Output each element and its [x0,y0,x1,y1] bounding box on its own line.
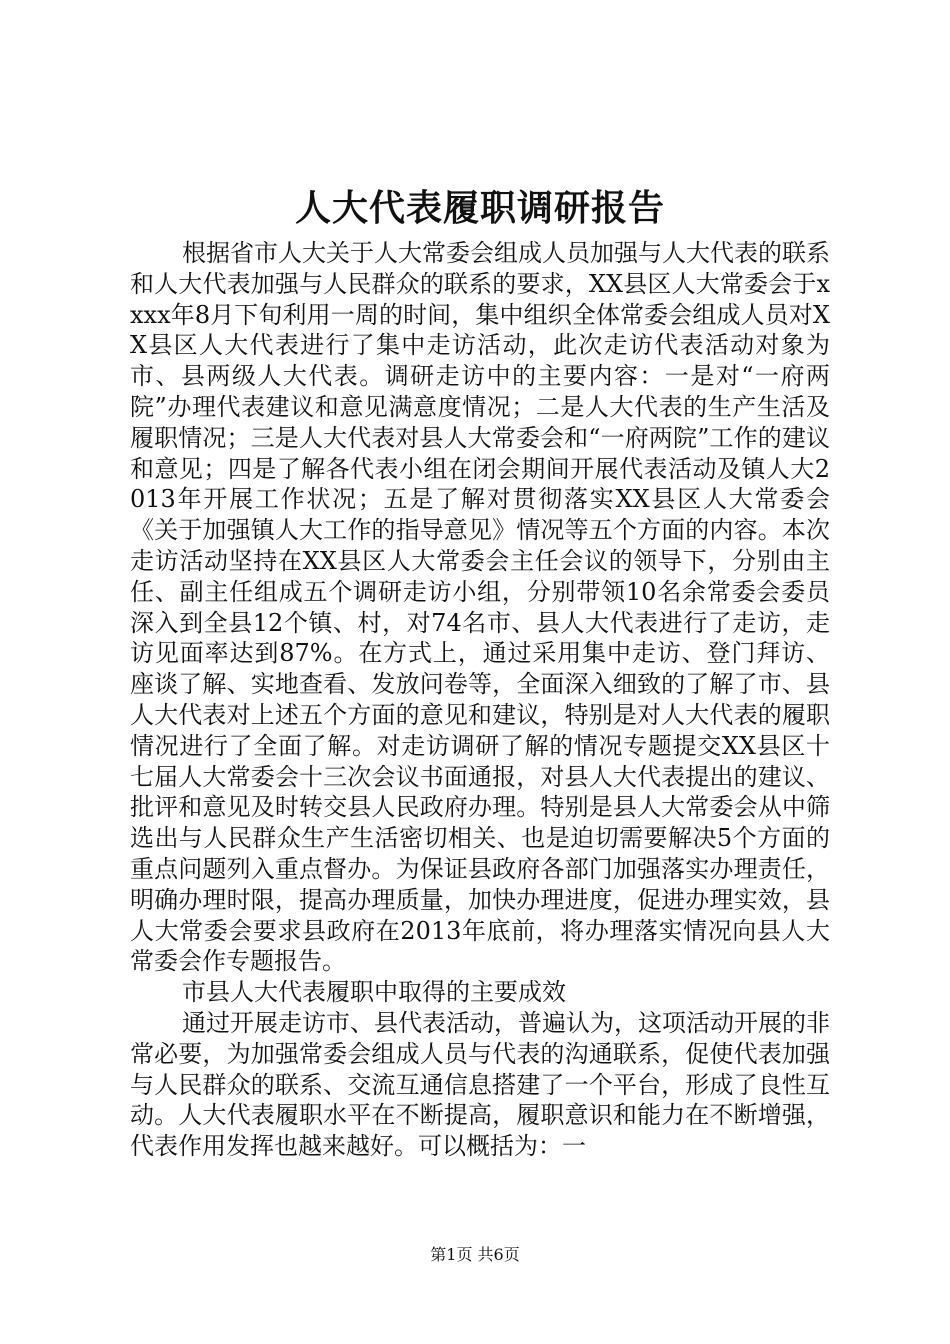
document-title: 人大代表履职调研报告 [294,187,665,229]
page-footer: 第1页 共6页 [430,1245,520,1264]
document-page [130,178,830,1162]
body-paragraph-1: 根据省市人大关于人大常委会组成人员加强与人大代表的联系和人大代表加强与人民群众的联系的要求，XX县区人大常委会于xxxx年8月下旬利用一周的时间，集中组织全体常委会组成人员对XX县区人大代表进行了集中走访活动，此次走访代表活动对象为市、县两级人大代表。调研走访中的主要内容：一是对“一府两院”办理代表建议和意见满意度情况；二是人大代表的生产生活及履职情况；三是人大代表对县人大常委会和“一府两院”工作的建议和意见；四是了解各代表小组在闭会期间开展代表活动及镇人大2013年开展工作状况；五是了解对贯彻落实XX县区人大常委会《关于加强镇人大工作的指导意见》情况等五个方面的内容。本次走访活动坚持在XX县区人大常委会主任会议的领导下，分别由主任、副主任组成五个调研走访小组，分别带领10名余常委会委员深入到全县12个镇、村，对74名市、县人大代表进行了走访，走访见面率达到87%。在方式上，通过采用集中走访、登门拜访、座谈了解、实地查看、发放问卷等，全面深入细致的了解了市、县人大代表对上述五个方面的意见和建议，特别是对人大代表的履职情况进行了全面了解。对走访调研了解的情况专题提交XX县区十七届人大常委会十三次会议书面通报，对县人大代表提出的建议、批评和意见及时转交县人民政府办理。特别是县人大常委会从中筛选出与人民群众生产生活密切相关、也是迫切需要解决5个方面的重点问题列入重点督办。为保证县政府各部门加强落实办理责任，明确办理时限，提高办理质量，加快办理进度，促进办理实效，县人大常委会要求县政府在2013年底前，将办理落实情况向县人大常委会作专题报告。 [130,239,830,976]
body-paragraph-2: 通过开展走访市、县代表活动，普遍认为，这项活动开展的非常必要，为加强常委会组成人员与代表的沟通联系，促使代表加强与人民群众的联系、交流互通信息搭建了一个平台，形成了良性互动。人大代表履职水平在不断提高，履职意识和能力在不断增强，代表作用发挥也越来越好。可以概括为：一 [130,1008,830,1161]
section-heading: 市县人大代表履职中取得的主要成效 [182,978,566,1007]
